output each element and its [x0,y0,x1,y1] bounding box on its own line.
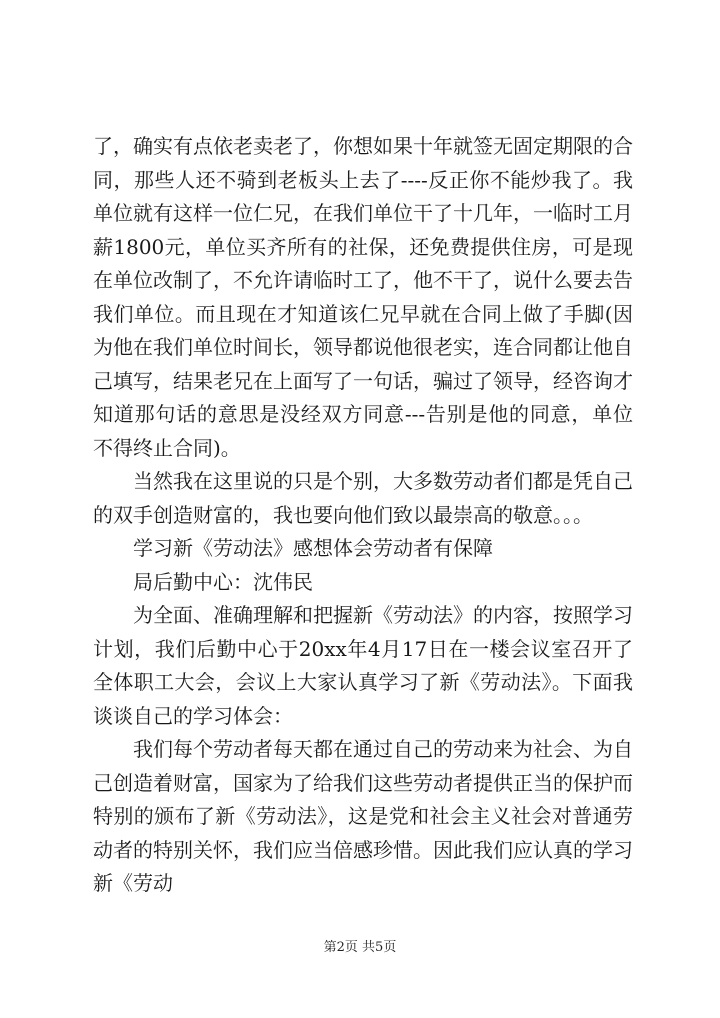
article-title: 学习新《劳动法》感想体会劳动者有保障 [133,536,493,560]
paragraph-body: 我们每个劳动者每天都在通过自己的劳动来为社会、为自己创造着财富，国家为了给我们这些劳动者提供正当的保护而特别的颁布了新《劳动法》，这是党和社会主义社会对普通劳动者的特别关怀，我们应当倍感珍惜。因此我们应认真的学习新《劳动 [93,737,633,895]
paragraph-tribute: 当然我在这里说的只是个别，大多数劳动者们都是凭自己的双手创造财富的，我也要向他们致以最崇高的敬意。。。 [93,469,633,527]
document-body [93,130,633,901]
paragraph-intro: 为全面、准确理解和把握新《劳动法》的内容，按照学习计划，我们后勤中心于20xx年4月17日在一楼会议室召开了全体职工大会，会议上大家认真学习了新《劳动法》。下面我谈谈自己的学习体会： [93,603,633,728]
page-number-footer: 第2页 共5页 [323,940,397,955]
paragraph-continuation: 了，确实有点依老卖老了，你想如果十年就签无固定期限的合同，那些人还不骑到老板头上去了----反正你不能炒我了。我单位就有这样一位仁兄，在我们单位干了十几年，一临时工月薪1800元，单位买齐所有的社保，还免费提供住房，可是现在单位改制了，不允许请临时工了，他不干了，说什么要去告我们单位。而且现在才知道该仁兄早就在合同上做了手脚(因为他在我们单位时间长，领导都说他很老实，连合同都让他自己填写，结果老兄在上面写了一句话，骗过了领导，经咨询才知道那句话的意思是没经双方同意---告别是他的同意，单位不得终止合同)。 [93,134,633,460]
article-author: 局后勤中心：沈伟民 [133,569,313,594]
